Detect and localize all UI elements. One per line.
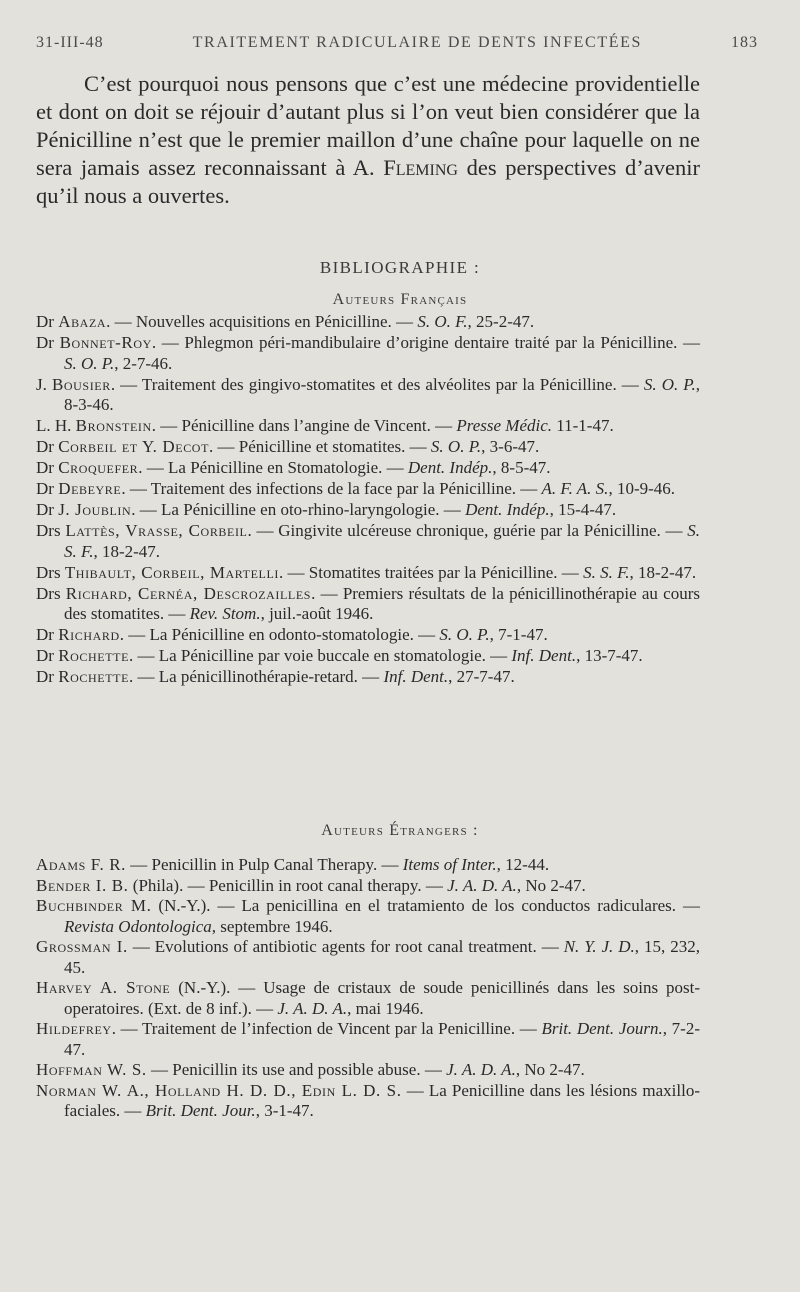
entry-journal: Dent. Indép. xyxy=(465,500,550,519)
entry-journal: Inf. Dent. xyxy=(383,667,449,686)
entry-date: , septembre 1946. xyxy=(211,916,333,936)
entry-prefix: Dr xyxy=(36,437,59,456)
entry-date: , 15-4-47. xyxy=(549,500,617,519)
entry-author: Debeyre xyxy=(58,479,122,498)
entry-title: . — Traitement de l’infection de Vincent par la Penicilline. — xyxy=(111,1019,542,1038)
entry-prefix: Drs xyxy=(36,583,66,603)
entry-journal: Presse Médic. xyxy=(456,416,553,435)
intro-text-after: des perspectives d’avenir qu’il nous a ouvertes. xyxy=(36,155,701,208)
entry-journal: S. S. F. xyxy=(64,521,701,561)
entry-date: , 18-2-47. xyxy=(629,562,697,582)
entry-prefix: Drs xyxy=(36,521,66,540)
entry-journal: S. O. P. xyxy=(643,374,696,394)
bibliography-entry xyxy=(36,1060,700,1081)
entry-title: . — Phlegmon péri-mandibulaire d’origine dentaire traité par la Pénicilline. — xyxy=(151,333,700,352)
entry-journal: Rev. Stom. xyxy=(189,604,261,623)
entry-author: Bender I. B. xyxy=(36,875,129,895)
entry-author: Norman W. A., Holland H. D. D., Edin L. D. S. xyxy=(36,1080,402,1100)
entry-title: . — La pénicillinothérapie-retard. — xyxy=(129,667,384,686)
entry-author: Richard, Cernéa, Descrozailles xyxy=(65,583,312,603)
entry-title: . — La Pénicilline en Stomatologie. — xyxy=(138,458,408,477)
entry-journal: S. O. P. xyxy=(430,437,482,456)
entry-author: Richard xyxy=(58,625,120,644)
intro-paragraph xyxy=(36,70,700,210)
entry-date: , 15, 232, 45. xyxy=(64,937,701,977)
french-bibliography-list xyxy=(36,312,700,688)
entry-journal: S. O. P. xyxy=(64,353,115,373)
bibliography-entry xyxy=(36,500,700,521)
bibliography-entry xyxy=(36,625,700,646)
entry-prefix: J. xyxy=(36,374,52,394)
bibliography-entry xyxy=(36,896,700,937)
entry-author: Buchbinder M. xyxy=(36,896,152,915)
entry-date: , 27-7-47. xyxy=(448,667,515,686)
entry-title: — La Penicilline dans les lésions maxillo-faciales. — xyxy=(64,1080,700,1120)
entry-prefix: Drs xyxy=(36,562,65,582)
entry-author: Abaza xyxy=(58,312,107,331)
entry-journal: S. O. F. xyxy=(417,312,468,331)
bibliography-entry xyxy=(36,375,700,416)
entry-date: , 8-5-47. xyxy=(492,458,551,477)
entry-prefix: Dr xyxy=(36,625,59,644)
entry-author: Hildefrey xyxy=(36,1019,112,1038)
bibliography-entry xyxy=(36,937,700,978)
entry-author: Bonnet-Roy xyxy=(59,333,152,352)
entry-journal: S. S. F. xyxy=(583,562,630,582)
bibliography-entry xyxy=(36,521,700,562)
entry-title: . — Gingivite ulcéreuse chronique, guérie par la Pénicilline. — xyxy=(247,521,688,540)
entry-date: , mai 1946. xyxy=(347,998,424,1018)
entry-title: (N.-Y.). — Usage de cristaux de soude penicillinés dans les soins post-operatoires. (Ext. de 8 inf.). — xyxy=(64,978,700,1018)
entry-title: — Penicillin its use and possible abuse. — xyxy=(146,1060,447,1079)
entry-title: (Phila). — Penicillin in root canal therapy. — xyxy=(128,875,448,895)
bibliography-entry xyxy=(36,479,700,500)
entry-prefix: Dr xyxy=(36,312,59,331)
entry-title: — Evolutions of antibiotic agents for root canal treatment. — xyxy=(127,937,564,956)
foreign-bibliography-list xyxy=(36,855,700,1122)
entry-prefix: Dr xyxy=(36,500,59,519)
entry-date: 11-1-47. xyxy=(552,416,614,435)
entry-date: , juil.-août 1946. xyxy=(260,604,374,623)
entry-title: . — Traitement des infections de la face par la Pénicilline. — xyxy=(121,479,542,498)
bibliography-entry xyxy=(36,667,700,688)
entry-title: . — Nouvelles acquisitions en Pénicilline. — xyxy=(106,312,418,331)
entry-title: . — La Pénicilline par voie buccale en stomatologie. — xyxy=(129,646,512,665)
entry-prefix: Dr xyxy=(36,458,59,477)
bibliography-entry xyxy=(36,437,700,458)
entry-prefix: Dr xyxy=(36,479,59,498)
entry-journal: Dent. Indép. xyxy=(407,458,493,477)
intro-name: Fleming xyxy=(383,155,458,180)
entry-prefix: L. H. xyxy=(36,416,76,435)
entry-title: . — Traitement des gingivo-stomatites et des alvéolites par la Pénicilline. — xyxy=(110,374,644,394)
entry-title: . — Stomatites traitées par la Pénicilline. — xyxy=(279,562,584,582)
entry-title: (N.-Y.). — La penicillina en el tratamiento de los conductos radiculares. — xyxy=(151,896,700,915)
entry-author: Thibault, Corbeil, Martelli xyxy=(64,562,280,582)
entry-journal: A. F. A. S. xyxy=(541,479,609,498)
entry-title: — Penicillin in Pulp Canal Therapy. — xyxy=(126,855,403,874)
entry-date: , No 2-47. xyxy=(516,875,586,895)
entry-prefix: Dr xyxy=(36,667,59,686)
entry-date: , No 2-47. xyxy=(515,1060,585,1079)
entry-author: Adams F. R. xyxy=(36,855,126,874)
entry-author: Lattès, Vrasse, Corbeil xyxy=(65,521,248,540)
bibliography-entry xyxy=(36,458,700,479)
entry-date: , 18-2-47. xyxy=(93,541,161,561)
bibliography-entry xyxy=(36,416,700,437)
entry-prefix: Dr xyxy=(36,646,59,665)
entry-date: , 3-1-47. xyxy=(255,1101,314,1120)
entry-date: , 10-9-46. xyxy=(608,479,676,498)
entry-title: . — Pénicilline dans l’angine de Vincent. — xyxy=(151,416,457,435)
entry-date: , 8-3-46. xyxy=(64,374,700,414)
entry-author: Croquefer xyxy=(58,458,139,477)
entry-author: Hoffman W. S. xyxy=(36,1060,147,1079)
entry-prefix: Dr xyxy=(36,333,60,352)
bibliography-entry xyxy=(36,333,700,374)
bibliography-entry xyxy=(36,876,700,897)
foreign-authors-heading: Auteurs Étrangers : xyxy=(321,822,479,839)
entry-author: Rochette xyxy=(58,646,129,665)
entry-title: . — Pénicilline et stomatites. — xyxy=(209,437,431,456)
entry-author: J. Joublin xyxy=(58,500,132,519)
entry-title: . — La Pénicilline en oto-rhino-laryngologie. — xyxy=(131,500,466,519)
bibliography-entry xyxy=(36,646,700,667)
running-head xyxy=(36,34,758,52)
entry-journal: J. A. D. A. xyxy=(277,998,348,1018)
entry-journal: Items of Inter. xyxy=(402,855,497,874)
intro-text-before: C’est pourquoi nous pensons que c’est une médecine providentielle et dont on doit se réjouir d’autant plus si l’on veut bien considérer que la Pénicilline n’est que le premier maillon d’une chaîne pour laquelle on ne sera jamais assez reconnaissant à A. xyxy=(36,71,700,180)
entry-date: , 2-7-46. xyxy=(114,353,173,373)
page-number: 183 xyxy=(730,34,758,51)
bibliography-entry xyxy=(36,584,700,625)
bibliography-entry xyxy=(36,855,700,876)
entry-journal: Inf. Dent. xyxy=(511,646,577,665)
entry-journal: J. A. D. A. xyxy=(446,1060,516,1079)
entry-date: , 25-2-47. xyxy=(467,312,535,331)
entry-author: Harvey A. Stone xyxy=(36,978,171,997)
header-date: 31-III-48 xyxy=(36,34,104,51)
entry-date: , 13-7-47. xyxy=(576,646,643,665)
entry-author: Corbeil et Y. Decot xyxy=(58,437,209,456)
entry-journal: Brit. Dent. Journ. xyxy=(541,1019,663,1038)
bibliography-entry xyxy=(36,978,700,1019)
french-authors-heading: Auteurs Français xyxy=(332,291,468,308)
entry-author: Rochette xyxy=(58,667,129,686)
entry-title: . — Premiers résultats de la pénicillinothérapie au cours des stomatites. — xyxy=(64,583,700,623)
bibliography-heading: BIBLIOGRAPHIE : xyxy=(319,258,481,277)
entry-journal: J. A. D. A. xyxy=(447,875,517,895)
bibliography-entry xyxy=(36,1019,700,1060)
entry-journal: S. O. P. xyxy=(439,625,490,644)
bibliography-entry xyxy=(36,563,700,584)
entry-date: , 12-44. xyxy=(496,855,550,874)
entry-date: , 7-2-47. xyxy=(64,1019,701,1059)
entry-author: Grossman I. xyxy=(36,937,128,956)
entry-journal: Brit. Dent. Jour. xyxy=(145,1101,256,1120)
entry-title: . — La Pénicilline en odonto-stomatologie. — xyxy=(119,625,440,644)
entry-date: , 3-6-47. xyxy=(481,437,540,456)
entry-journal: N. Y. J. D. xyxy=(563,937,635,956)
bibliography-entry xyxy=(36,1081,700,1122)
entry-journal: Revista Odontologica xyxy=(64,916,212,936)
entry-date: , 7-1-47. xyxy=(489,625,548,644)
header-title: TRAITEMENT RADICULAIRE DE DENTS INFECTÉES xyxy=(192,34,642,51)
bibliography-entry xyxy=(36,312,700,333)
entry-author: Bousier xyxy=(51,374,111,394)
entry-author: Bronstein xyxy=(75,416,152,435)
